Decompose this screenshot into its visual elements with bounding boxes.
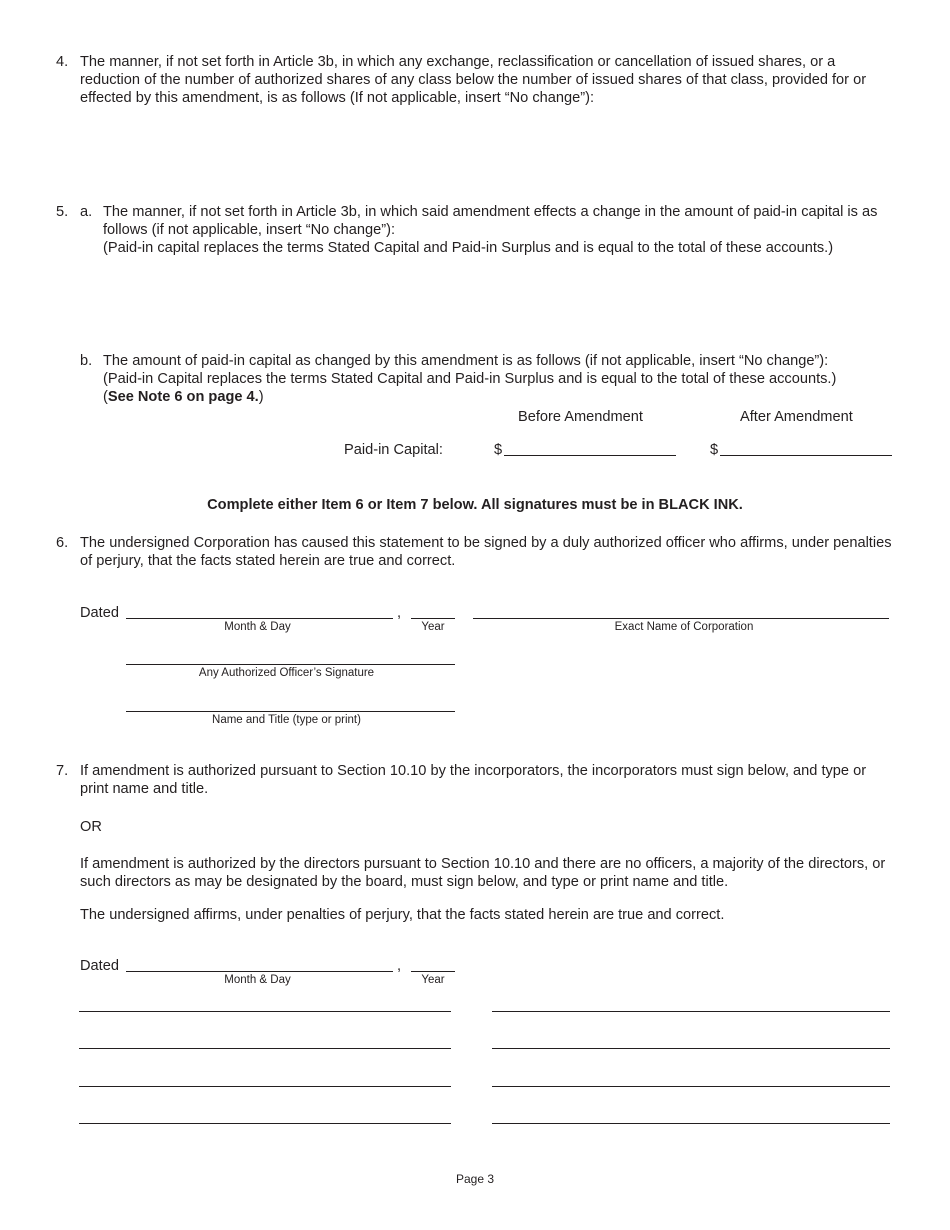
item-5b-letter: b. xyxy=(80,353,93,369)
incorporator-signature-line[interactable] xyxy=(492,1011,890,1012)
name-title-line[interactable] xyxy=(126,711,455,712)
item-6-comma: , xyxy=(397,605,402,621)
item-7-year-line[interactable] xyxy=(411,971,455,972)
signature-instruction: Complete either Item 6 or Item 7 below. All signatures must be in BLACK INK. xyxy=(207,497,743,513)
item-5b-text: The amount of paid-in capital as changed by this amendment is as follows (if not applicable, insert “No change”): xyxy=(103,353,829,369)
name-title-caption: Name and Title (type or print) xyxy=(212,714,361,726)
item-6-dated-label: Dated xyxy=(80,605,119,621)
item-7-dated-label: Dated xyxy=(80,958,119,974)
item-5a-text: The manner, if not set forth in Article 3b, in which said amendment effects a change in the amount of paid-in capital is as follows (if not applicable, insert “No change”): xyxy=(103,204,878,238)
incorporator-signature-line[interactable] xyxy=(79,1123,451,1124)
incorporator-signature-line[interactable] xyxy=(79,1011,451,1012)
item-5b-note: (Paid-in Capital replaces the terms Stated Capital and Paid-in Surplus and is equal to the total of these accounts.) xyxy=(103,371,837,387)
incorporator-signature-line[interactable] xyxy=(492,1048,890,1049)
incorporator-signature-line[interactable] xyxy=(492,1086,890,1087)
item-6-month-day-line[interactable] xyxy=(126,618,393,619)
item-7-month-day-caption: Month & Day xyxy=(224,974,291,986)
before-amendment-input[interactable] xyxy=(506,438,674,456)
item-7-year-caption: Year xyxy=(421,974,445,986)
item-6-corporation-caption: Exact Name of Corporation xyxy=(614,621,754,633)
item-6-year-caption: Year xyxy=(421,621,445,633)
item-7-text-2: If amendment is authorized by the directors pursuant to Section 10.10 and there are no officers, a majority of the directors, or such directors as may be designated by the board, must sign below, and type or print name and title. xyxy=(80,856,886,890)
item-6-year-line[interactable] xyxy=(411,618,455,619)
incorporator-signature-line[interactable] xyxy=(492,1123,890,1124)
item-6-text: The undersigned Corporation has caused this statement to be signed by a duly authorized officer who affirms, under penalties of perjury, that the facts stated herein are true and correct. xyxy=(80,535,892,569)
item-7-number: 7. xyxy=(56,763,69,779)
page-number: Page 3 xyxy=(455,1172,495,1186)
item-4-number: 4. xyxy=(56,54,69,70)
item-6-corporation-line[interactable] xyxy=(473,618,889,619)
item-7-month-day-line[interactable] xyxy=(126,971,393,972)
paid-in-capital-label: Paid-in Capital: xyxy=(344,442,443,458)
before-amendment-header: Before Amendment xyxy=(518,409,643,425)
after-amendment-header: After Amendment xyxy=(740,409,853,425)
item-5b-see-note: (See Note 6 on page 4.) xyxy=(103,389,264,405)
item-6-number: 6. xyxy=(56,535,69,551)
item-7-comma: , xyxy=(397,958,402,974)
item-5a-note: (Paid-in capital replaces the terms Stated Capital and Paid-in Surplus and is equal to the total of these accounts.) xyxy=(103,240,834,256)
after-amendment-input[interactable] xyxy=(722,438,890,456)
item-7-or: OR xyxy=(80,819,102,835)
item-7-text-3: The undersigned affirms, under penalties of perjury, that the facts stated herein are true and correct. xyxy=(80,907,725,923)
item-5-number: 5. xyxy=(56,204,69,220)
item-6-month-day-caption: Month & Day xyxy=(224,621,291,633)
after-dollar-sign: $ xyxy=(710,442,719,458)
item-7-text-1: If amendment is authorized pursuant to Section 10.10 by the incorporators, the incorporators must sign below, and type or print name and title. xyxy=(80,763,867,797)
officer-signature-line[interactable] xyxy=(126,664,455,665)
officer-signature-caption: Any Authorized Officer’s Signature xyxy=(198,667,375,679)
incorporator-signature-line[interactable] xyxy=(79,1048,451,1049)
incorporator-signature-line[interactable] xyxy=(79,1086,451,1087)
before-dollar-sign: $ xyxy=(494,442,503,458)
item-5a-letter: a. xyxy=(80,204,93,220)
item-4-text: The manner, if not set forth in Article 3b, in which any exchange, reclassification or cancellation of issued shares, or a reduction of the number of authorized shares of any class below the number of issued shares of that class, provided for or effected by this amendment, is as follows (If not applicable, insert “No change”): xyxy=(80,54,867,106)
